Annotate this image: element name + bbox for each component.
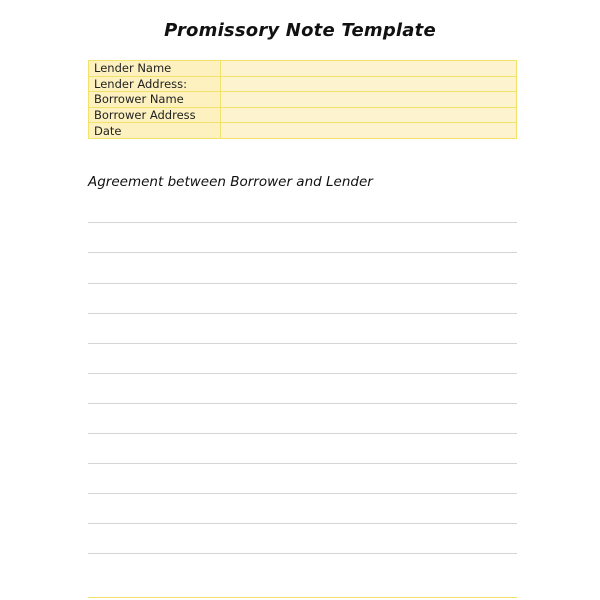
borrower-name-field[interactable] [221,92,517,108]
writing-line [88,373,517,374]
table-row [89,76,517,92]
writing-line [88,343,517,344]
writing-line [88,403,517,404]
bottom-border-line [88,597,517,598]
writing-line [88,433,517,434]
borrower-address-label: Borrower Address [89,107,221,123]
writing-line [88,463,517,464]
writing-line [88,523,517,524]
page-title: Promissory Note Template [164,20,436,41]
table-row [89,61,517,77]
writing-line [88,283,517,284]
party-info-table [88,60,517,139]
table-row [89,123,517,139]
writing-line [88,252,517,253]
date-label: Date [89,123,221,139]
writing-line [88,313,517,314]
writing-line [88,493,517,494]
borrower-address-field[interactable] [221,107,517,123]
lender-address-field[interactable] [221,76,517,92]
lender-name-label: Lender Name [89,61,221,77]
lender-name-field[interactable] [221,61,517,77]
writing-line [88,553,517,554]
table-row [89,107,517,123]
borrower-name-label: Borrower Name [89,92,221,108]
date-field[interactable] [221,123,517,139]
lender-address-label: Lender Address: [89,76,221,92]
agreement-heading: Agreement between Borrower and Lender [88,174,373,190]
table-row [89,92,517,108]
writing-line [88,222,517,223]
